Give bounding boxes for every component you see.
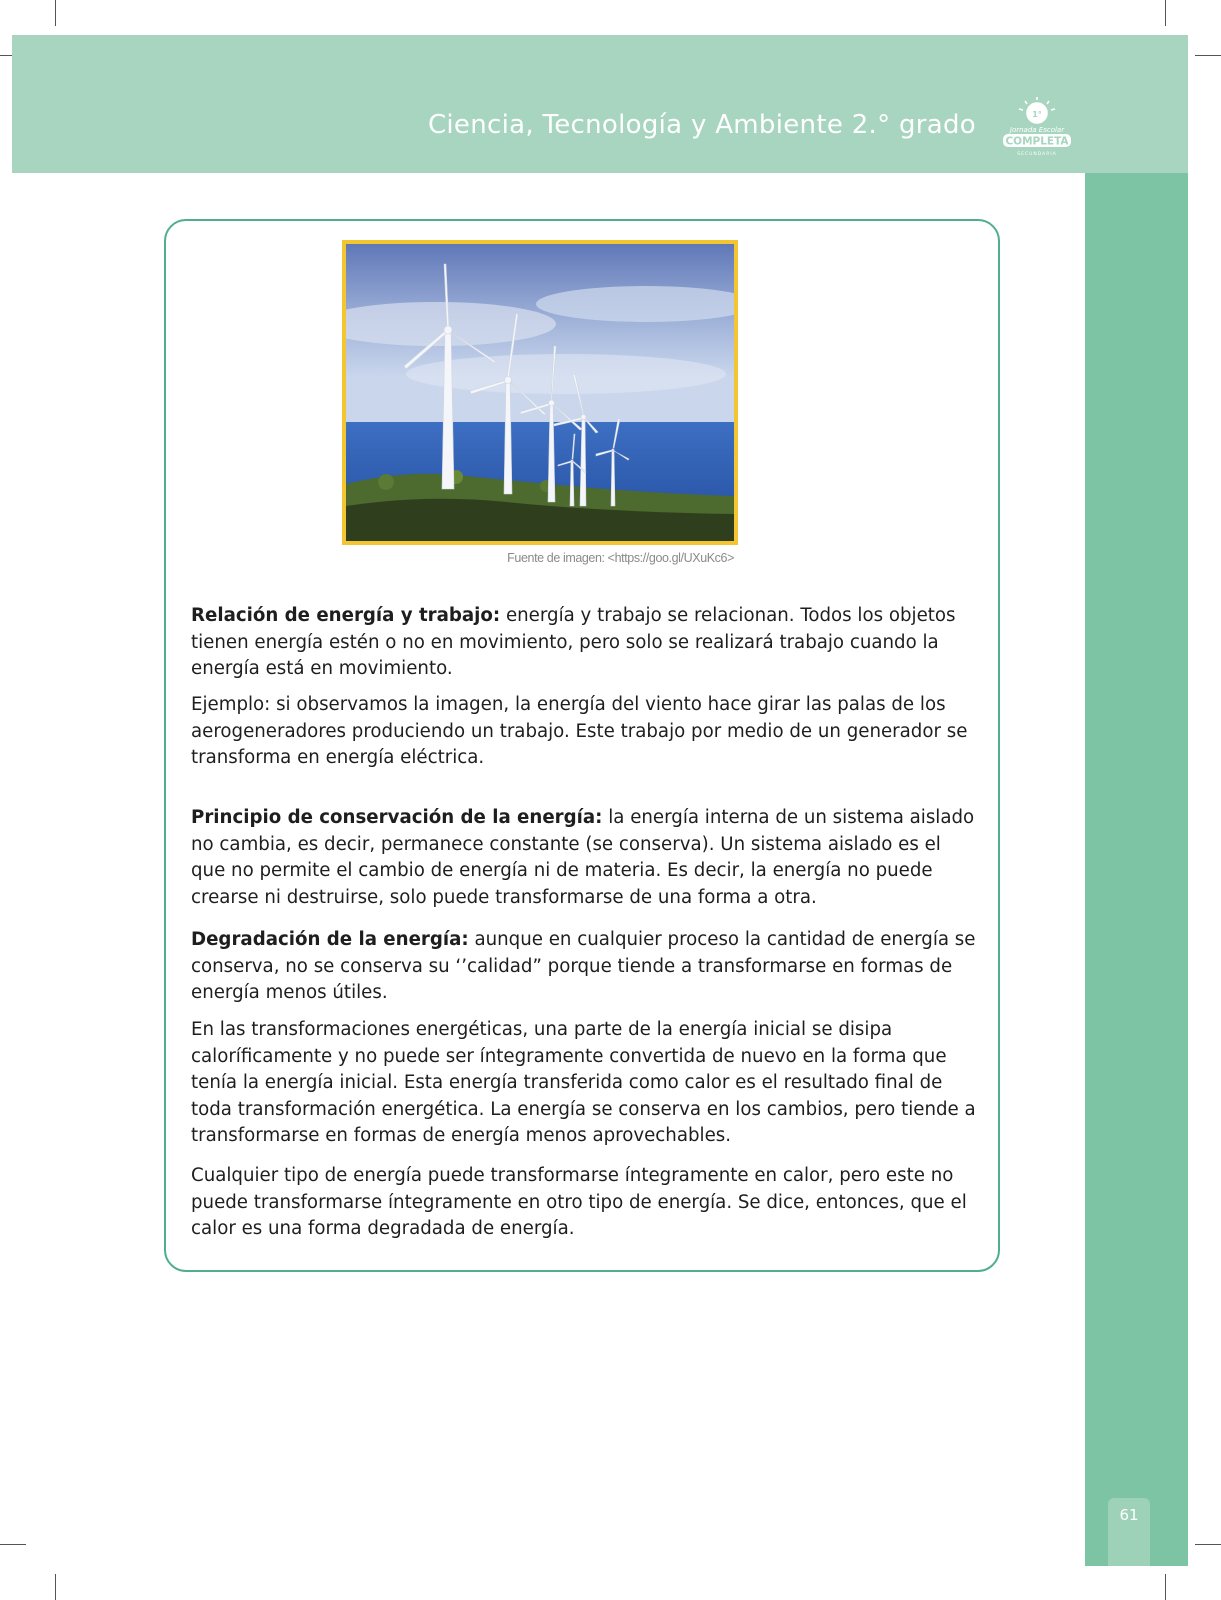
paragraph-calor (191, 1163, 976, 1243)
crop-mark (1195, 55, 1221, 56)
paragraph-body: energía y trabajo se relacionan. Todos los objetos tienen energía estén o no en movimiento, pero solo se realizará trabajo cuando la energía está en movimiento. (191, 605, 956, 680)
crop-mark (0, 1544, 26, 1545)
paragraph-body: la energía interna de un sistema aislado no cambia, es decir, permanece constante (se conserva). Un sistema aislado es el que no permite el cambio de energía ni de materia. Es decir, la energía no puede crearse ni destruirse, solo puede transformarse de una forma a otra. (191, 807, 975, 908)
paragraph-ejemplo (191, 692, 976, 772)
logo-line1: Jornada Escolar (1009, 126, 1065, 134)
crop-mark (1165, 1574, 1166, 1600)
crop-mark (1195, 1544, 1221, 1545)
paragraph-degradacion (191, 927, 976, 1007)
paragraph-body: En las transformaciones energéticas, una parte de la energía inicial se disipa caloríficamente y no puede ser íntegramente convertida de nuevo en la forma que tenía la energía inicial. Esta energía transferida como calor es el resultado final de toda transformación energética. La energía se conserva en los cambios, pero tiende a transformarse en formas de energía menos aprovechables. (191, 1019, 976, 1147)
crop-mark (55, 1574, 56, 1600)
paragraph-transformaciones (191, 1017, 976, 1150)
paragraph-energia-trabajo (191, 603, 976, 683)
wind-turbines-photo (342, 240, 738, 545)
image-caption: Fuente de imagen: <https://goo.gl/UXuKc6> (507, 551, 734, 565)
paragraph-body: Ejemplo: si observamos la imagen, la energía del viento hace girar las palas de los aerogeneradores produciendo un trabajo. Este trabajo por medio de un generador se transforma en energía eléctrica. (191, 694, 968, 769)
side-band (1085, 173, 1188, 1566)
page-number: 61 (1119, 1506, 1139, 1524)
svg-text:1°: 1° (1032, 110, 1042, 119)
crop-mark (1165, 0, 1166, 26)
paragraph-title: Principio de conservación de la energía: (191, 807, 603, 828)
paragraph-body: aunque en cualquier proceso la cantidad de energía se conserva, no se conserva su ‘’calidad” porque tiende a transformarse en formas de energía menos útiles. (191, 929, 976, 1004)
page-header-title: Ciencia, Tecnología y Ambiente 2.° grado (427, 110, 976, 140)
wind-turbines-illustration (346, 244, 734, 541)
paragraph-conservacion (191, 805, 976, 911)
logo-line2: COMPLETA (1005, 135, 1069, 148)
sun-logo-icon (995, 95, 1079, 159)
crop-mark (55, 0, 56, 26)
paragraph-title: Degradación de la energía: (191, 929, 469, 950)
paragraph-body: Cualquier tipo de energía puede transformarse íntegramente en calor, pero este no puede transformarse íntegramente en otro tipo de energía. Se dice, entonces, que el calor es una forma degradada de energía. (191, 1165, 967, 1240)
logo-line3: SECUNDARIA (1017, 152, 1057, 157)
paragraph-title: Relación de energía y trabajo: (191, 605, 501, 626)
